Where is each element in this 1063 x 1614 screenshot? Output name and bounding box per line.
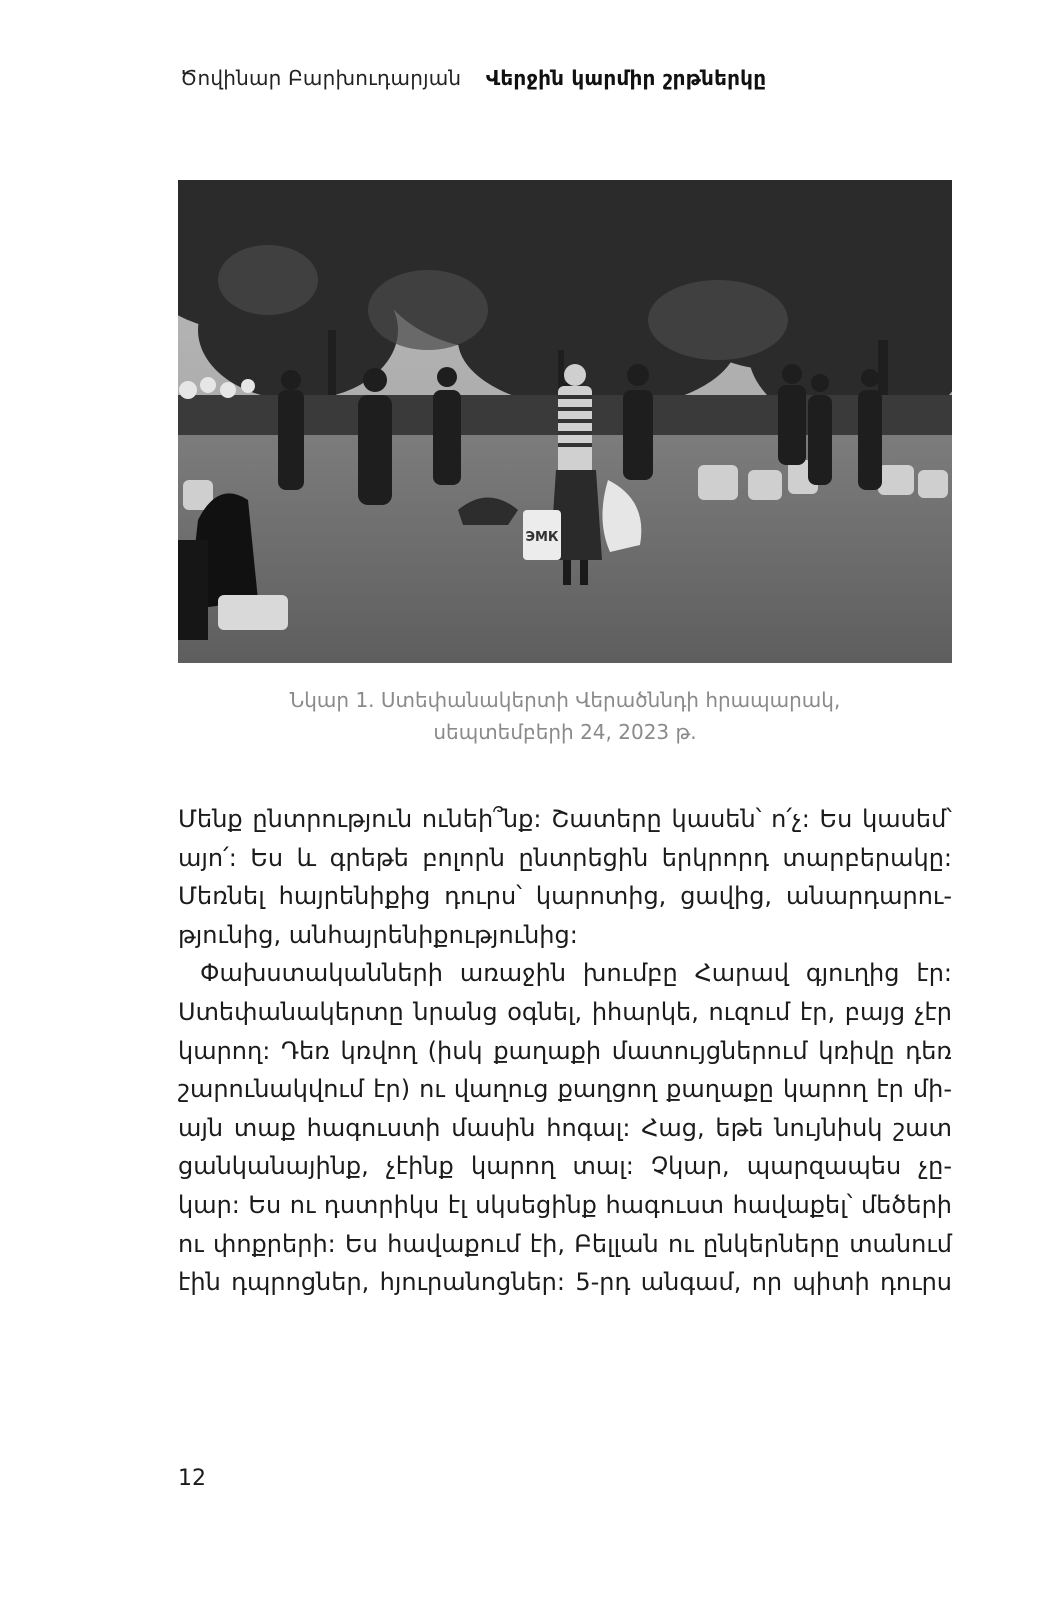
page-number: 12 <box>178 1466 206 1491</box>
running-head-book-title: Վերջին կարմիր շրթներկը <box>485 66 767 90</box>
text-line: Փախստականների առաջին խումբը Հարավ գյուղից էր: <box>200 959 952 988</box>
caption-line: Նկար 1. Ստեփանակերտի Վերածննդի հրապարակ, <box>289 688 841 712</box>
text-line: այն տաք հագուստի մասին հոգալ: Հաց, եթե նույնիսկ շատ <box>178 1113 952 1142</box>
text-line: Մենք ընտրություն ունեի՞նք: Շատերը կասեն՝ ո՛չ: Ես կասեմ՝ <box>178 805 952 833</box>
running-head-author: Ծովինար Բարխուդարյան <box>180 66 462 90</box>
text-line: կար: Ես ու դստրիկս էլ սկսեցինք հագուստ հավաքել՝ մեծերի <box>178 1190 952 1219</box>
text-line: ցանկանայինք, չէինք կարող տալ: Չկար, պարզապես չը- <box>178 1152 952 1181</box>
body-text <box>178 800 952 1302</box>
text-line: Մեռնել հայրենիքից դուրս՝ կարոտից, ցավից, անարդարու- <box>178 882 952 911</box>
figure-photo <box>178 180 952 663</box>
caption-line: սեպտեմբերի 24, 2023 թ. <box>433 720 697 744</box>
bag-print-label: ЭМК <box>525 530 559 545</box>
figure-caption <box>178 684 952 748</box>
text-line: ու փոքրերի: Ես հավաքում էի, Բելլան ու ընկերները տանում <box>178 1229 952 1258</box>
running-head <box>180 66 766 90</box>
text-line: թյունից, անհայրենիքությունից: <box>178 920 578 949</box>
text-line: կարող: Դեռ կռվող (իսկ քաղաքի մատույցներում կռիվը դեռ <box>178 1036 952 1065</box>
text-line: այո՛: Ես և գրեթե բոլորն ընտրեցին երկրորդ տարբերակը: <box>178 843 952 872</box>
text-line: էին դպրոցներ, հյուրանոցներ: 5-րդ անգամ, որ պիտի դուրս <box>178 1268 952 1297</box>
text-line: Ստեփանակերտը նրանց օգնել, իհարկե, ուզում էր, բայց չէր <box>178 997 952 1026</box>
text-line: շարունակվում էր) ու վաղուց քաղցող քաղաքը կարող էր մի- <box>178 1075 952 1104</box>
square-crowd-photo <box>178 180 952 663</box>
